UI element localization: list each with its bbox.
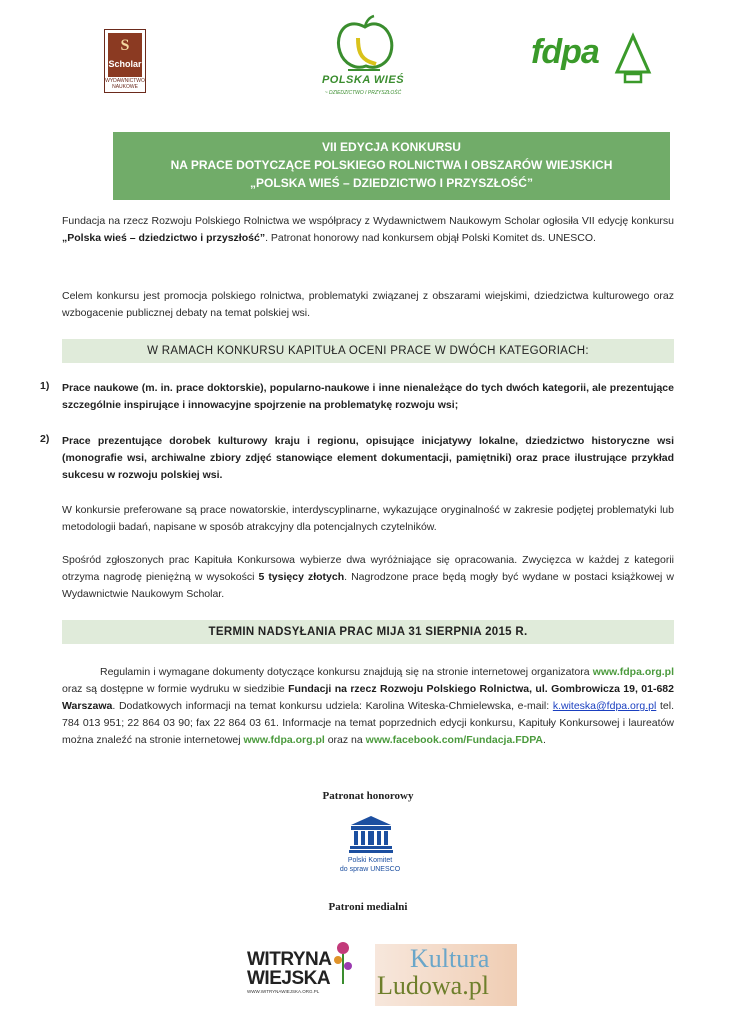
fdpa-logo-name: fdpa	[531, 33, 599, 71]
contact-paragraph	[62, 664, 674, 749]
prize-text-a: Spośród zgłoszonych prac Kapituła Konkursowa wybierze dwa wyróżniające się opracowania. Zwycięzca w każdej z kategorii otrzyma nagrodę pieniężną w wysokości	[62, 554, 674, 583]
banner-line-name: „POLSKA WIEŚ – DZIEDZICTWO I PRZYSZŁOŚĆ”	[250, 176, 533, 190]
prize-paragraph	[62, 552, 674, 603]
intro-contest-name: „Polska wieś – dziedzictwo i przyszłość”	[62, 232, 266, 244]
unesco-caption-line1: Polski Komitet	[347, 857, 393, 864]
facebook-link[interactable]: www.facebook.com/Fundacja.FDPA	[365, 734, 544, 746]
scholar-logo-block	[108, 33, 142, 77]
category-item: Prace naukowe (m. in. prace doktorskie), popularno-naukowe i inne nienależące do tych dwóch kategorii, ale prezentujące szczególnie inspirujące i innowacyjne spojrzenie na problematykę rozwoju wsi;	[62, 382, 674, 411]
prize-text-c: . Nagrodzone prace będą mogły być wydane w postaci książkowej w Wydawnictwie Naukowym Scholar.	[62, 571, 674, 600]
flower-icon	[333, 936, 353, 986]
banner-line-edition: VII EDYCJA KONKURSU	[322, 140, 461, 154]
categories-heading: W RAMACH KONKURSU KAPITUŁA OCENI PRACE W DWÓCH KATEGORIACH:	[62, 339, 674, 363]
contact-email-link[interactable]: k.witeska@fdpa.org.pl	[552, 700, 657, 712]
polska-wies-logo-tagline: ~ DZIEDZICTWO I PRZYSZŁOŚĆ	[324, 90, 402, 96]
prize-amount: 5 tysięcy złotych	[258, 571, 345, 583]
witryna-logo-line1: WITRYNA	[247, 949, 332, 970]
contact-text-d: tel. 784 013 951; 22 864 03 90; fax 22 864 03 61. Informacje na temat poprzednich edycji konkursu, Kapituły Konkursowej i laureatów można znaleźć na stronie internetowej	[62, 700, 674, 746]
contact-text-e: oraz na	[324, 734, 366, 746]
scholar-logo-name: Scholar	[108, 59, 142, 69]
unesco-temple-icon	[349, 815, 393, 853]
intro-text-a: Fundacja na rzecz Rozwoju Polskiego Rolnictwa we współpracy z Wydawnictwem Naukowym Scholar ogłosiła VII edycję konkursu	[62, 215, 674, 227]
banner-line-subject: NA PRACE DOTYCZĄCE POLSKIEGO ROLNICTWA I OBSZARÓW WIEJSKICH	[170, 158, 613, 172]
honorary-patronage-title: Patronat honorowy	[322, 790, 414, 802]
category-number: 1)	[40, 380, 50, 392]
contact-text-f: .	[543, 734, 546, 746]
polska-wies-logo-name: POLSKA WIEŚ	[321, 74, 405, 86]
category-item: Prace prezentujące dorobek kulturowy kraju i regionu, opisujące inicjatywy lokalne, dziedzictwo historyczne wsi (monografie wsi, archiwalne zbiory zdjęć stanowiące element dokumentacji, pamiętniki) oraz prace ilustrujące przykład sukcesu w rozwoju polskiej wsi.	[62, 435, 674, 481]
intro-text-c: . Patronat honorowy nad konkursem objął Polski Komitet ds. UNESCO.	[265, 232, 596, 244]
contact-text-c: . Dodatkowych informacji na temat konkursu udziela: Karolina Witeska-Chmielewska, e-mail:	[112, 700, 553, 712]
intro-paragraph	[62, 213, 674, 247]
scholar-logo	[104, 29, 146, 93]
foundation-address: Fundacji na rzecz Rozwoju Polskiego Rolnictwa, ul. Gombrowicza 19, 01-682 Warszawa	[62, 683, 674, 712]
contest-title-banner	[113, 132, 670, 200]
goal-paragraph: Celem konkursu jest promocja polskiego rolnictwa, problematyki związanej z obszarami wiejskimi, dziedzictwa kulturowego oraz wzbogacenie publicznej debaty na temat polskiej wsi.	[62, 290, 674, 319]
unesco-caption	[330, 856, 410, 874]
fdpa-website-link[interactable]: www.fdpa.org.pl	[592, 666, 674, 678]
scholar-logo-monogram: S	[120, 37, 130, 54]
witryna-wiejska-logo	[247, 950, 331, 988]
witryna-logo-line2: WIEJSKA	[247, 968, 331, 989]
fdpa-website-link-2[interactable]: www.fdpa.org.pl	[243, 734, 325, 746]
scholar-logo-subtitle: WYDAWNICTWO NAUKOWE	[105, 78, 145, 90]
contact-text-b: oraz są dostępne w formie wydruku w siedzibie	[62, 683, 289, 695]
fdpa-tree-icon	[612, 32, 654, 84]
kultura-ludowa-logo-line1: Kultura	[410, 944, 490, 973]
contact-text-a: Regulamin i wymagane dokumenty dotyczące konkursu znajdują się na stronie internetowej organizatora	[100, 666, 593, 678]
deadline-banner: TERMIN NADSYŁANIA PRAC MIJA 31 SIERPNIA 2015 R.	[62, 620, 674, 644]
unesco-caption-line2: do spraw UNESCO	[339, 866, 401, 873]
preferences-paragraph: W konkursie preferowane są prace nowatorskie, interdyscyplinarne, wykazujące oryginalność w zakresie podjętej problematyki lub metodologii badań, napisane w sposób atrakcyjny dla potencjalnych czytelników.	[62, 504, 674, 533]
kultura-ludowa-logo-line2: Ludowa.pl	[377, 971, 489, 1000]
witryna-url: WWW.WITRYNAWIEJSKA.ORG.PL	[247, 989, 320, 994]
category-number: 2)	[40, 433, 50, 445]
media-patrons-title: Patroni medialni	[328, 901, 408, 913]
apple-icon	[330, 14, 400, 76]
